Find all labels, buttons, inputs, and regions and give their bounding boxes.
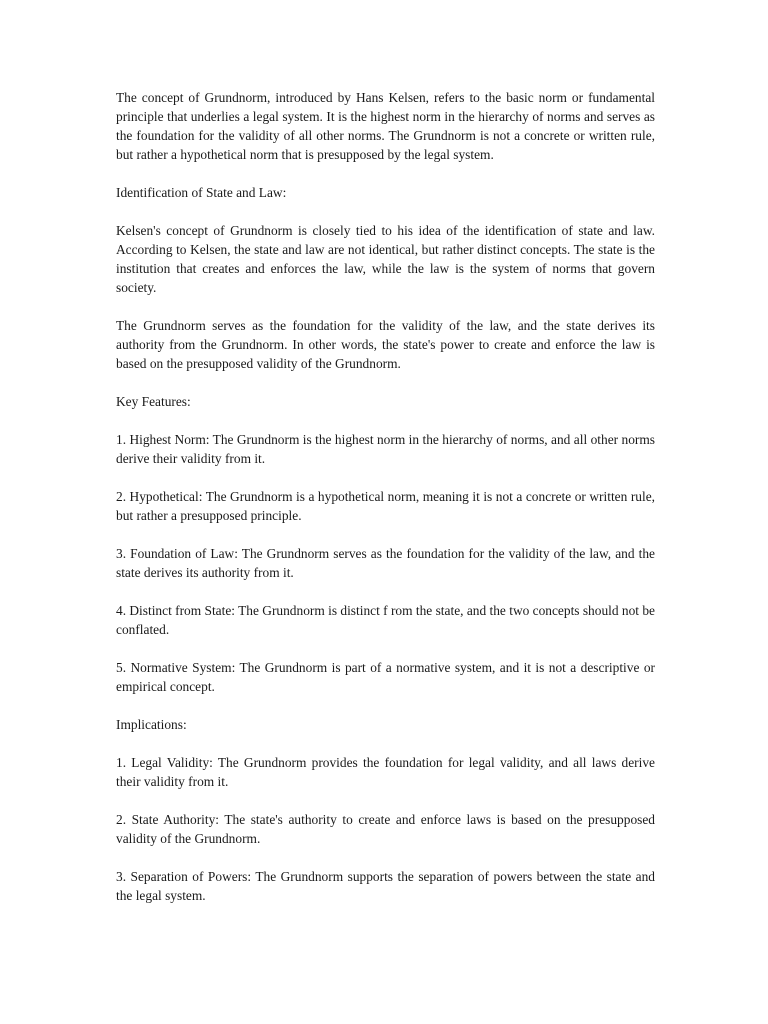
document-page (116, 88, 655, 924)
implications-heading: Implications: (116, 717, 187, 732)
key-feature-item: 2. Hypothetical: The Grundnorm is a hypothetical norm, meaning it is not a concrete or written rule, but rather a presupposed principle. (116, 489, 655, 523)
key-feature-item: 3. Foundation of Law: The Grundnorm serves as the foundation for the validity of the law, and the state derives its authority from it. (116, 546, 655, 580)
key-feature-item: 1. Highest Norm: The Grundnorm is the highest norm in the hierarchy of norms, and all other norms derive their validity from it. (116, 432, 655, 466)
identification-paragraph-1: Kelsen's concept of Grundnorm is closely tied to his idea of the identification of state and law. According to Kelsen, the state and law are not identical, but rather distinct concepts. The state is the institution that creates and enforces the law, while the law is the system of norms that govern society. (116, 223, 655, 295)
intro-paragraph: The concept of Grundnorm, introduced by Hans Kelsen, refers to the basic norm or fundamental principle that underlies a legal system. It is the highest norm in the hierarchy of norms and serves as the foundation for the validity of all other norms. The Grundnorm is not a concrete or written rule, but rather a hypothetical norm that is presupposed by the legal system. (116, 90, 655, 162)
key-feature-item: 4. Distinct from State: The Grundnorm is distinct f rom the state, and the two concepts should not be conflated. (116, 603, 656, 637)
implication-item: 1. Legal Validity: The Grundnorm provides the foundation for legal validity, and all laws derive their validity from it. (116, 755, 655, 789)
key-feature-item: 5. Normative System: The Grundnorm is part of a normative system, and it is not a descriptive or empirical concept. (116, 660, 655, 694)
implication-item: 2. State Authority: The state's authority to create and enforce laws is based on the presupposed validity of the Grundnorm. (116, 812, 655, 846)
identification-paragraph-2: The Grundnorm serves as the foundation for the validity of the law, and the state derives its authority from the Grundnorm. In other words, the state's power to create and enforce the law is based on the presupposed validity of the Grundnorm. (116, 318, 655, 371)
implication-item: 3. Separation of Powers: The Grundnorm supports the separation of powers between the state and the legal system. (116, 869, 655, 903)
identification-heading: Identification of State and Law: (116, 185, 287, 200)
key-features-heading: Key Features: (116, 394, 191, 409)
